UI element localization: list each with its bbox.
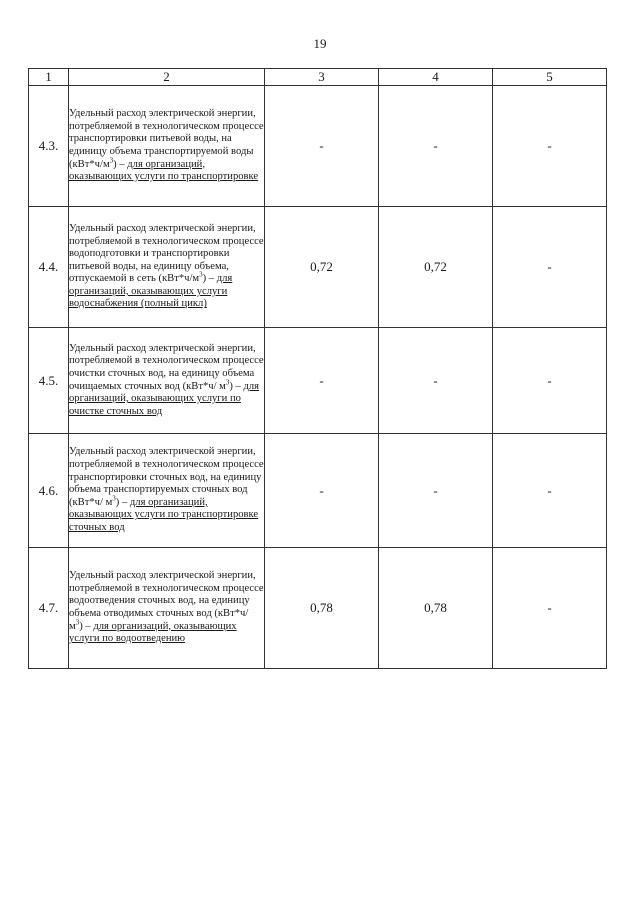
superscript: 3 <box>75 618 80 627</box>
row-col-3: 0,72 <box>265 207 379 328</box>
row-number: 4.3. <box>29 86 69 207</box>
row-col-5: - <box>493 86 607 207</box>
header-col-5: 5 <box>493 69 607 86</box>
description-text: Удельный расход электрической энергии, потребляемой в технологическом процессе транспортировки питьевой воды, на единицу объема транспортируемой воды (кВт*ч/м <box>69 108 264 170</box>
row-col-4: 0,78 <box>379 548 493 669</box>
row-number: 4.4. <box>29 207 69 328</box>
row-col-3: - <box>265 86 379 207</box>
row-col-3: - <box>265 328 379 434</box>
row-col-4: - <box>379 86 493 207</box>
superscript: 3 <box>225 377 230 386</box>
indicator-table <box>28 68 607 669</box>
header-col-3: 3 <box>265 69 379 86</box>
superscript: 3 <box>199 270 203 279</box>
row-description <box>69 434 265 548</box>
description-underlined: для организаций, оказывающих услуги по транспортировке <box>69 158 259 183</box>
description-underlined: для организаций, оказывающих услуги по водоотведению <box>69 620 237 645</box>
row-col-5: - <box>493 548 607 669</box>
row-number: 4.6. <box>29 434 69 548</box>
description-underlined: для организаций, оказывающих услуги по транспортировке сточных вод <box>69 496 259 533</box>
description-text: Удельный расход электрической энергии, потребляемой в технологическом процессе водоподготовки и транспортировки питьевой воды, на единицу объема, отпускаемой в сеть (кВт*ч/м <box>69 222 264 285</box>
row-description <box>69 207 265 328</box>
superscript: 3 <box>109 156 114 165</box>
table-row <box>29 434 607 548</box>
description-text: Удельный расход электрической энергии, потребляемой в технологическом процессе очистки сточных вод, на единицу объема очищаемых сточных вод (кВт*ч/ м <box>69 342 264 392</box>
description-dash: ) – <box>79 620 94 632</box>
description-dash: ) – <box>202 273 217 285</box>
header-row <box>29 69 607 86</box>
row-col-3: - <box>265 434 379 548</box>
description-dash: ) – <box>115 496 130 508</box>
row-description <box>69 548 265 669</box>
page-number: 19 <box>313 36 327 51</box>
table-row <box>29 328 607 434</box>
description-underlined: для организаций, оказывающих услуги по очистке сточных вод <box>69 380 260 417</box>
row-col-5: - <box>493 207 607 328</box>
header-col-1: 1 <box>29 69 69 86</box>
row-col-4: - <box>379 328 493 434</box>
row-number: 4.5. <box>29 328 69 434</box>
header-col-4: 4 <box>379 69 493 86</box>
description-dash: ) – <box>113 158 128 170</box>
table-row <box>29 86 607 207</box>
row-description <box>69 86 265 207</box>
superscript: 3 <box>112 494 116 503</box>
row-col-5: - <box>493 328 607 434</box>
row-description <box>69 328 265 434</box>
description-text: Удельный расход электрической энергии, потребляемой в технологическом процессе водоотведения сточных вод, на единицу объема отводимых сточных вод (кВт*ч/ м <box>69 570 264 632</box>
description-text: Удельный расход электрической энергии, потребляемой в технологическом процессе транспортировки сточных вод, на единицу объема транспортируемых сточных вод (кВт*ч/ м <box>69 446 264 508</box>
description-underlined: для организаций, оказывающих услуги водоснабжения (полный цикл) <box>69 273 233 310</box>
row-col-4: 0,72 <box>379 207 493 328</box>
row-col-5: - <box>493 434 607 548</box>
description-dash: ) – <box>229 380 244 392</box>
header-col-2: 2 <box>69 69 265 86</box>
table-row <box>29 548 607 669</box>
table-row <box>29 207 607 328</box>
row-col-4: - <box>379 434 493 548</box>
row-col-3: 0,78 <box>265 548 379 669</box>
row-number: 4.7. <box>29 548 69 669</box>
